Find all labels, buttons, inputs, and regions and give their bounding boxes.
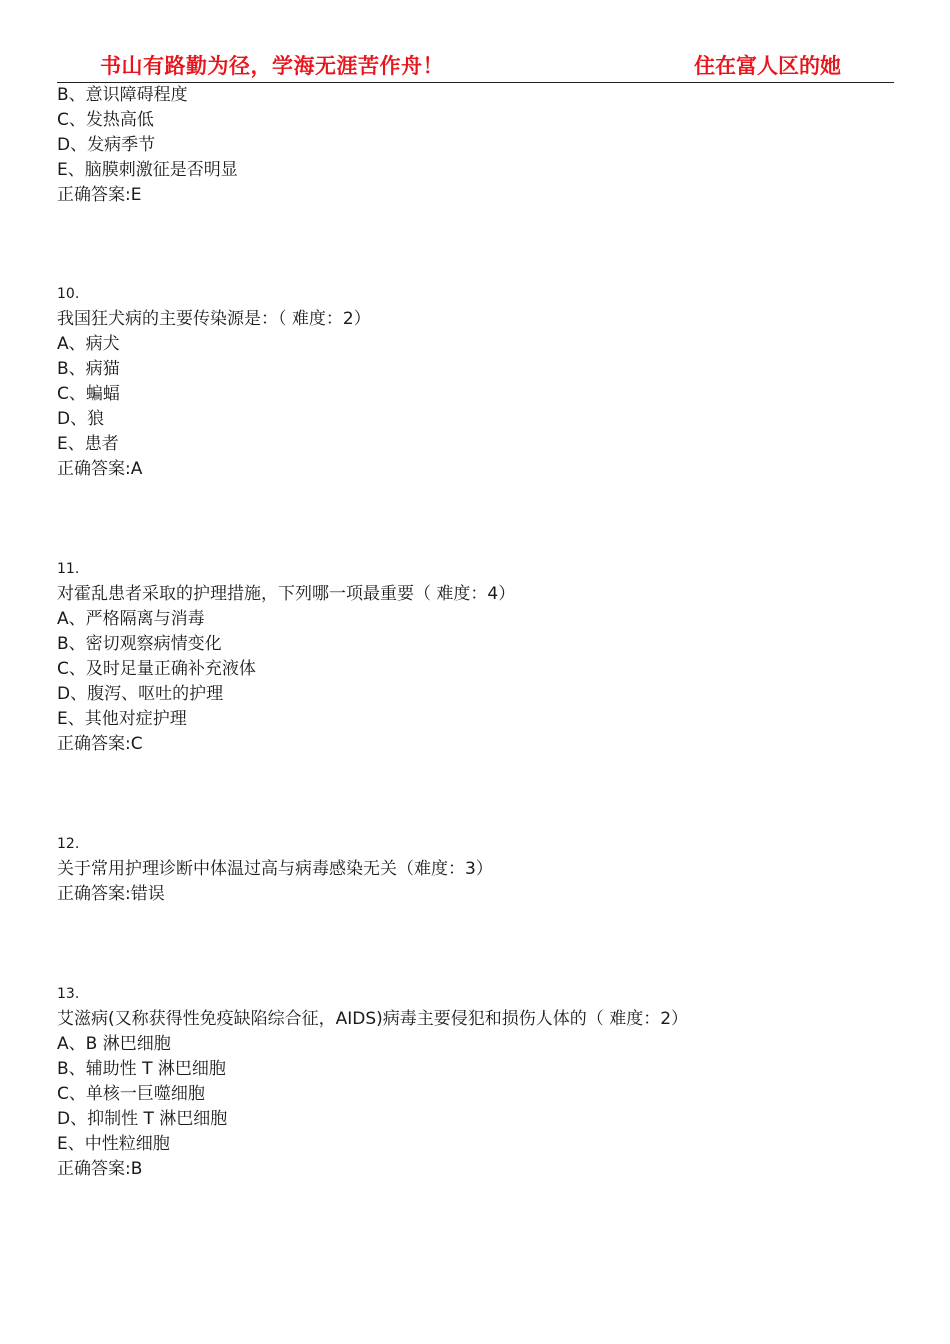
header-author: 住在富人区的她 — [694, 53, 841, 78]
option: D、狼 — [57, 409, 105, 429]
question-number: 10. — [57, 286, 80, 302]
option: B、辅助性 T 淋巴细胞 — [57, 1059, 226, 1079]
question-12 — [57, 832, 917, 907]
option: A、严格隔离与消毒 — [57, 609, 205, 629]
option: A、B 淋巴细胞 — [57, 1034, 171, 1054]
answer: 正确答案:C — [57, 734, 143, 754]
question-11 — [57, 557, 917, 757]
answer: 正确答案:B — [57, 1159, 143, 1179]
question-stem: 艾滋病(又称获得性免疫缺陷综合征，AIDS)病毒主要侵犯和损伤人体的（ 难度：2） — [57, 1009, 689, 1029]
question-stem: 我国狂犬病的主要传染源是：（ 难度：2） — [57, 309, 371, 329]
option: A、病犬 — [57, 334, 120, 354]
question-number: 12. — [57, 836, 80, 852]
question-number: 13. — [57, 986, 80, 1002]
option: D、抑制性 T 淋巴细胞 — [57, 1109, 228, 1129]
option: E、中性粒细胞 — [57, 1134, 170, 1154]
page-header — [0, 0, 950, 86]
option: C、及时足量正确补充液体 — [57, 659, 256, 679]
continued-question — [57, 83, 917, 208]
header-motto: 书山有路勤为径，学海无涯苦作舟！ — [100, 53, 444, 78]
question-number: 11. — [57, 561, 80, 577]
option: D、腹泻、呕吐的护理 — [57, 684, 224, 704]
option: E、其他对症护理 — [57, 709, 187, 729]
option: E、脑膜刺激征是否明显 — [57, 160, 238, 180]
exam-content — [57, 83, 917, 1182]
option: B、病猫 — [57, 359, 120, 379]
answer: 正确答案:错误 — [57, 884, 165, 904]
answer: 正确答案:A — [57, 459, 143, 479]
option: B、意识障碍程度 — [57, 85, 188, 105]
question-10 — [57, 282, 917, 482]
option: D、发病季节 — [57, 135, 156, 155]
question-stem: 关于常用护理诊断中体温过高与病毒感染无关（难度：3） — [57, 859, 493, 879]
option: C、单核一巨噬细胞 — [57, 1084, 205, 1104]
option: B、密切观察病情变化 — [57, 634, 222, 654]
question-13 — [57, 982, 917, 1182]
question-stem: 对霍乱患者采取的护理措施，下列哪一项最重要（ 难度：4） — [57, 584, 516, 604]
answer: 正确答案:E — [57, 185, 142, 205]
option: E、患者 — [57, 434, 119, 454]
option: C、发热高低 — [57, 110, 154, 130]
option: C、蝙蝠 — [57, 384, 120, 404]
